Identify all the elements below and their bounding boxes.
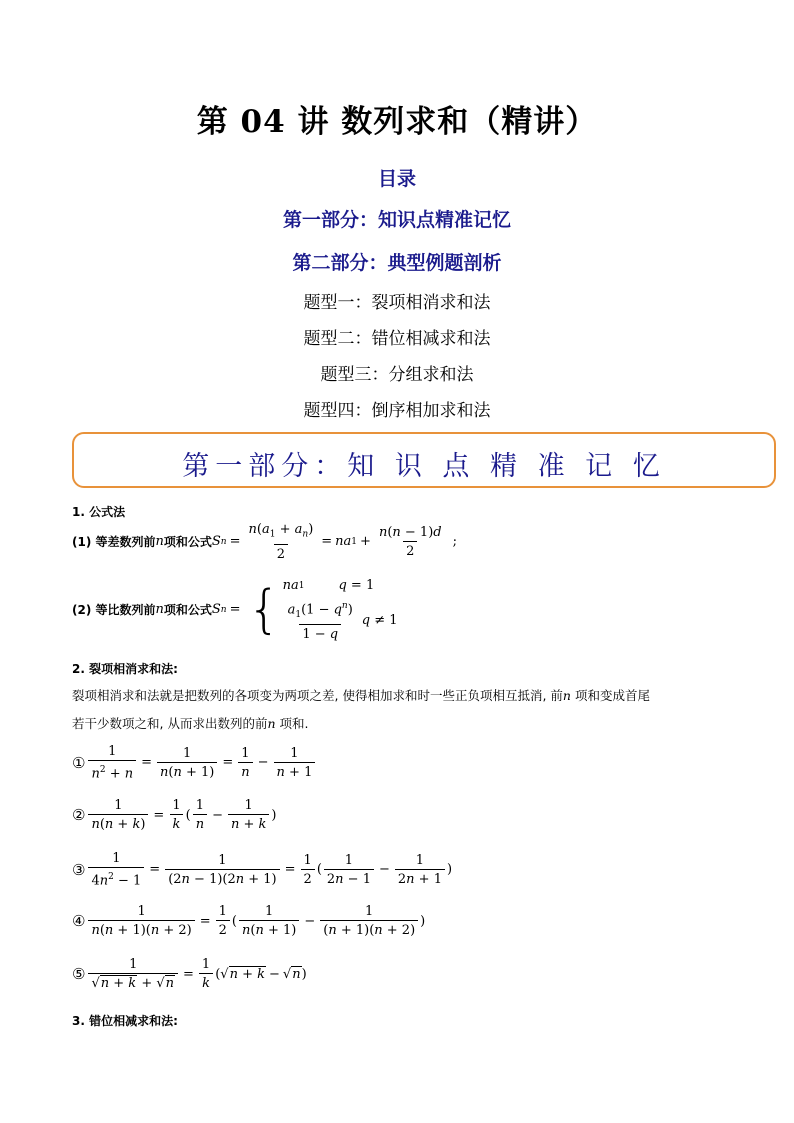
toc-heading[interactable]: 目录 bbox=[377, 168, 416, 190]
formula-split-3: ③ $\frac{1}{4n^2 - 1}$ = $\frac{1}{(2n - 1)(2n + 1)}$ = $\frac{1}{2}$ ( $\frac{1}{2n - 1}$ − $\frac{1}{2n + 1}$ ) bbox=[72, 851, 453, 889]
section-banner bbox=[72, 432, 776, 488]
formula-split-4: ④ $\frac{1}{n(n + 1)(n + 2)}$ = $\frac{1}{2}$ ( $\frac{1}{n(n + 1)}$ − $\frac{1}{(n + 1)(n + 2)}$ ) bbox=[72, 904, 426, 938]
section1-title: 1. 公式法 bbox=[72, 505, 126, 519]
toc-type-4[interactable]: 题型四：倒序相加求和法 bbox=[303, 401, 491, 421]
section2-title: 2. 裂项相消求和法: bbox=[72, 662, 178, 676]
formula-split-5: ⑤ $\frac{1}{√n + k + √n}$ = $\frac{1}{k}$ (√ n + k − √ n ) bbox=[72, 957, 307, 991]
formula-split-2: ② $\frac{1}{n(n + k)}$ = $\frac{1}{k}$ ( $\frac{1}{n}$ − $\frac{1}{n + k}$ ) bbox=[72, 798, 277, 832]
toc-type-1[interactable]: 题型一：裂项相消求和法 bbox=[303, 293, 491, 313]
section2-para-line1: 裂项相消求和法就是把数列的各项变为两项之差, 使得相加求和时一些正负项相互抵消, 前n 项和变成首尾 bbox=[72, 688, 650, 703]
formula-split-1: ① $\frac{1}{n^2 + n}$ = $\frac{1}{n(n + 1)}$ = $\frac{1}{n}$ − $\frac{1}{n + 1}$ bbox=[72, 744, 317, 781]
item1-label: (1) 等差数列前 bbox=[72, 535, 156, 550]
formula-geometric-sum: (2) 等比数列前 n 项和公式 S n = { na 1 q = 1 $\frac{a_1(1 - q^n)}{1 - q}$ q ≠ 1 bbox=[72, 578, 398, 642]
page-title: 第 04 讲 数列求和（精讲） bbox=[196, 104, 598, 140]
section3-title: 3. 错位相减求和法: bbox=[72, 1014, 178, 1028]
item2-mid: 项和公式 bbox=[163, 603, 212, 618]
toc-part1[interactable]: 第一部分：知识点精准记忆 bbox=[282, 209, 511, 231]
banner-title: 第一部分：知 识 点 精 准 记 忆 bbox=[182, 451, 666, 482]
item2-label: (2) 等比数列前 bbox=[72, 603, 156, 618]
formula-arithmetic-sum: (1) 等差数列前 n 项和公式 S n = $\frac{n(a_1 + a_n)}{2}$ = na 1 + $\frac{n(n - 1)d}{2}$ ; bbox=[72, 522, 457, 562]
item1-mid: 项和公式 bbox=[163, 535, 212, 550]
toc-type-2[interactable]: 题型二：错位相减求和法 bbox=[303, 329, 491, 349]
toc-type-3[interactable]: 题型三：分组求和法 bbox=[320, 365, 474, 385]
section2-para-line2: 若干少数项之和, 从而求出数列的前n 项和. bbox=[72, 716, 309, 731]
toc-part2[interactable]: 第二部分：典型例题剖析 bbox=[292, 252, 502, 274]
